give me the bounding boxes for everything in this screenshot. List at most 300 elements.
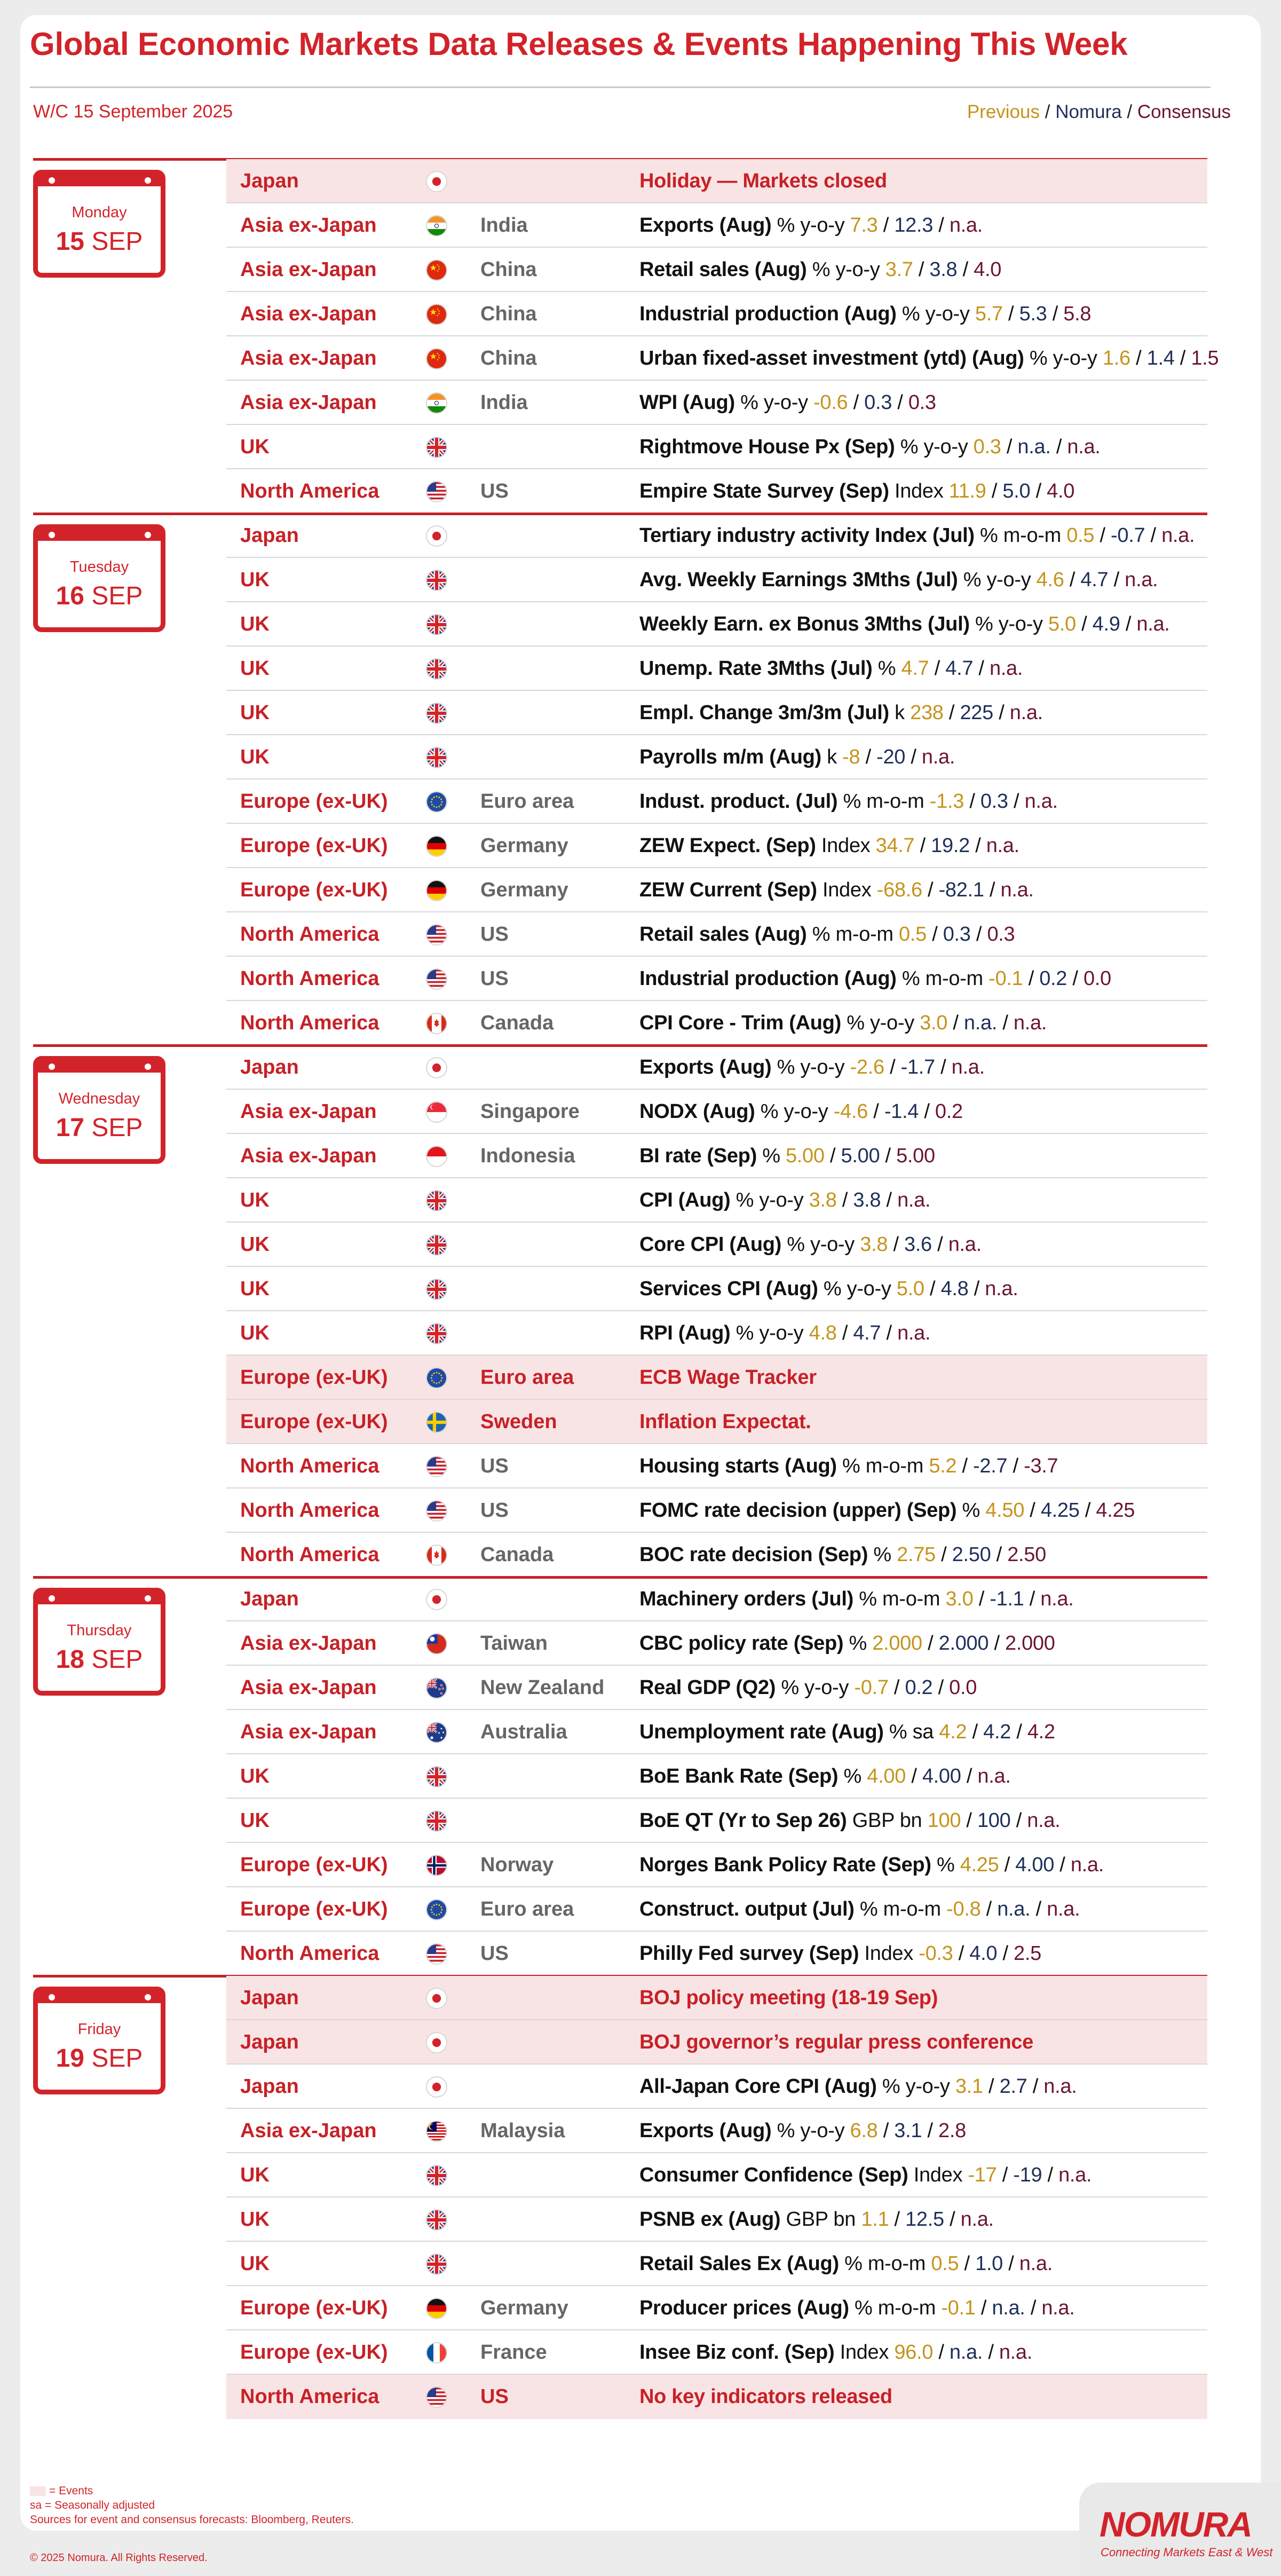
consensus-forecast: n.a.	[1024, 790, 1058, 813]
consensus-forecast: n.a.	[1043, 2075, 1077, 2098]
consensus-forecast: 0.3	[987, 923, 1015, 946]
indicator: Consumer Confidence (Sep) Index -17 / -19 / n.a.	[639, 2164, 1092, 2186]
release-row	[0, 292, 1240, 336]
previous-value: 2.000	[872, 1632, 922, 1655]
event-row	[0, 159, 1240, 203]
nomura-forecast: 2.000	[938, 1632, 989, 1655]
indicator-name: All-Japan Core CPI (Aug)	[639, 2075, 877, 2098]
indicator: NODX (Aug) % y-o-y -4.6 / -1.4 / 0.2	[639, 1100, 963, 1123]
indicator-name: CPI Core - Trim (Aug)	[639, 1012, 841, 1034]
region-label: UK	[240, 702, 270, 724]
release-row	[0, 2242, 1240, 2286]
release-row	[0, 248, 1240, 292]
previous-value: 2.75	[897, 1543, 936, 1566]
consensus-forecast: 2.000	[1005, 1632, 1055, 1655]
indicator-unit: GBP bn	[786, 2208, 856, 2231]
nomura-forecast: 5.3	[1019, 303, 1047, 325]
indicator: Core CPI (Aug) % y-o-y 3.8 / 3.6 / n.a.	[639, 1233, 982, 1256]
indicator-name: Payrolls m/m (Aug)	[639, 746, 821, 768]
indicator-unit: % y-o-y	[812, 258, 880, 281]
nomura-forecast: 3.8	[929, 258, 958, 281]
consensus-forecast: n.a.	[1058, 2164, 1092, 2186]
de-flag-icon	[426, 880, 447, 901]
indicator-unit: % y-o-y	[781, 1676, 849, 1699]
events-legend	[30, 2484, 354, 2498]
event-row	[0, 2375, 1240, 2419]
release-row	[0, 1577, 1240, 1621]
indicator-unit: GBP bn	[852, 1809, 922, 1832]
indicator-name: WPI (Aug)	[639, 391, 735, 414]
indicator-unit: %	[873, 1543, 891, 1566]
indicator-name: Norges Bank Policy Rate (Sep)	[639, 1854, 931, 1876]
release-row	[0, 2197, 1240, 2242]
indicator-unit: % y-o-y	[760, 1100, 828, 1123]
release-row	[0, 779, 1240, 824]
day-group-monday	[0, 159, 1240, 514]
uk-flag-icon	[426, 2209, 447, 2231]
se-flag-icon	[426, 1412, 447, 1433]
day-group-wednesday	[0, 1045, 1240, 1577]
indicator-unit: % y-o-y	[823, 1278, 891, 1300]
region-label: North America	[240, 967, 379, 990]
previous-value: -0.7	[854, 1676, 889, 1699]
region-label: North America	[240, 1499, 379, 1522]
indicator: ZEW Current (Sep) Index -68.6 / -82.1 / n.a.	[639, 879, 1034, 901]
release-row	[0, 2153, 1240, 2197]
indicator: Urban fixed-asset investment (ytd) (Aug) % y-o-y 1.6 / 1.4 / 1.5	[639, 347, 1219, 369]
indicator-name: Philly Fed survey (Sep)	[639, 1942, 859, 1965]
release-row	[0, 1932, 1240, 1976]
region-label: Asia ex-Japan	[240, 1145, 377, 1167]
region-label: UK	[240, 1189, 270, 1211]
indicator-unit: % m-o-m	[902, 967, 983, 990]
calendar-day-number: 17	[56, 1114, 84, 1142]
nomura-forecast: 4.7	[1080, 569, 1109, 591]
consensus-forecast: 4.2	[1027, 1721, 1055, 1743]
indicator-name: Exports (Aug)	[639, 214, 772, 237]
nomura-forecast: -1.4	[884, 1100, 919, 1123]
indicator-name: ECB Wage Tracker	[639, 1366, 817, 1389]
country-label: Euro area	[480, 790, 574, 813]
event-row	[0, 1356, 1240, 1400]
indicator: Construct. output (Jul) % m-o-m -0.8 / n.a. / n.a.	[639, 1898, 1080, 1920]
release-row	[0, 336, 1240, 381]
nomura-forecast: 12.3	[894, 214, 934, 237]
nomura-forecast: 4.0	[969, 1942, 998, 1965]
us-flag-icon	[426, 481, 447, 502]
indicator-name: Rightmove House Px (Sep)	[639, 436, 895, 458]
region-label: Japan	[240, 524, 299, 547]
indicator: Weekly Earn. ex Bonus 3Mths (Jul) % y-o-y 5.0 / 4.9 / n.a.	[639, 613, 1170, 635]
indicator-name: Tertiary industry activity Index (Jul)	[639, 524, 975, 547]
nomura-forecast: 3.1	[894, 2120, 922, 2142]
region-label: Asia ex-Japan	[240, 391, 377, 414]
indicator-unit: % m-o-m	[842, 1455, 924, 1477]
region-label: UK	[240, 436, 270, 458]
indicator-name: RPI (Aug)	[639, 1322, 731, 1344]
event-row	[0, 1976, 1240, 2020]
region-label: Europe (ex-UK)	[240, 879, 388, 901]
country-label: Euro area	[480, 1366, 574, 1389]
my-flag-icon	[426, 2121, 447, 2142]
previous-value: 96.0	[894, 2341, 934, 2364]
consensus-forecast: n.a.	[897, 1189, 931, 1211]
cn-flag-icon	[426, 304, 447, 325]
indicator: Unemp. Rate 3Mths (Jul) % 4.7 / 4.7 / n.a.	[639, 657, 1023, 680]
uk-flag-icon	[426, 437, 447, 458]
previous-value: -0.6	[813, 391, 848, 414]
consensus-forecast: -3.7	[1024, 1455, 1058, 1477]
nomura-forecast: 0.3	[943, 923, 971, 946]
indicator-name: Weekly Earn. ex Bonus 3Mths (Jul)	[639, 613, 970, 635]
country-label: Canada	[480, 1012, 554, 1034]
legend-previous: Previous	[967, 101, 1040, 122]
indicator-name: Real GDP (Q2)	[639, 1676, 776, 1699]
consensus-forecast: 5.00	[896, 1145, 935, 1167]
sg-flag-icon	[426, 1101, 447, 1123]
uk-flag-icon	[426, 2165, 447, 2186]
indicator-unit: % m-o-m	[812, 923, 893, 946]
indicator-unit: % y-o-y	[1029, 347, 1097, 369]
country-label: India	[480, 214, 528, 237]
indicator: Rightmove House Px (Sep) % y-o-y 0.3 / n.a. / n.a.	[639, 436, 1101, 458]
indicator-name: Industrial production (Aug)	[639, 303, 897, 325]
region-label: Europe (ex-UK)	[240, 1366, 388, 1389]
indicator: ZEW Expect. (Sep) Index 34.7 / 19.2 / n.a.	[639, 834, 1019, 857]
previous-value: 5.2	[929, 1455, 957, 1477]
region-label: Asia ex-Japan	[240, 1676, 377, 1699]
region-label: Asia ex-Japan	[240, 258, 377, 281]
calendar-day-number: 15	[56, 227, 84, 256]
indicator-unit: Index	[894, 480, 944, 502]
indicator-unit: % m-o-m	[859, 1898, 941, 1920]
indicator	[639, 2020, 1033, 2065]
indicator: CPI (Aug) % y-o-y 3.8 / 3.8 / n.a.	[639, 1189, 931, 1211]
region-label: North America	[240, 1012, 379, 1034]
nomura-forecast: n.a.	[997, 1898, 1031, 1920]
indicator-unit: k	[895, 702, 905, 724]
nomura-forecast: 4.9	[1092, 613, 1120, 635]
previous-value: 238	[910, 702, 944, 724]
legend-separator: /	[1127, 101, 1133, 122]
previous-value: -17	[968, 2164, 997, 2186]
nomura-forecast: n.a.	[949, 2341, 983, 2364]
calendar-day-number: 16	[56, 582, 84, 610]
indicator: Housing starts (Aug) % m-o-m 5.2 / -2.7 / -3.7	[639, 1455, 1058, 1477]
release-row	[0, 1045, 1240, 1090]
uk-flag-icon	[426, 1323, 447, 1344]
consensus-forecast: n.a.	[949, 214, 983, 237]
indicator-unit: Index	[840, 2341, 889, 2364]
indicator-unit: % y-o-y	[777, 2120, 845, 2142]
country-label: China	[480, 303, 537, 325]
country-label: US	[480, 1942, 509, 1965]
title-divider	[30, 86, 1211, 88]
region-label: Europe (ex-UK)	[240, 1854, 388, 1876]
indicator-unit: % m-o-m	[859, 1588, 940, 1610]
country-label: Indonesia	[480, 1145, 575, 1167]
region-label: UK	[240, 613, 270, 635]
indicator-unit: % y-o-y	[902, 303, 970, 325]
previous-value: 34.7	[875, 834, 915, 857]
fr-flag-icon	[426, 2342, 447, 2364]
indicator-name: Consumer Confidence (Sep)	[639, 2164, 908, 2186]
indicator-name: Unemployment rate (Aug)	[639, 1721, 884, 1743]
indicator: Avg. Weekly Earnings 3Mths (Jul) % y-o-y 4.6 / 4.7 / n.a.	[639, 569, 1158, 591]
indicator-name: Services CPI (Aug)	[639, 1278, 818, 1300]
calendar-day-number: 19	[56, 2044, 84, 2073]
release-row	[0, 381, 1240, 425]
jp-flag-icon	[426, 2032, 447, 2053]
release-row	[0, 1621, 1240, 1666]
country-label: Singapore	[480, 1100, 580, 1123]
indicator: Indust. product. (Jul) % m-o-m -1.3 / 0.3 / n.a.	[639, 790, 1058, 813]
nomura-forecast: n.a.	[992, 2297, 1025, 2319]
previous-value: 5.00	[785, 1145, 825, 1167]
country-label: France	[480, 2341, 547, 2364]
calendar-weekday: Wednesday	[58, 1090, 140, 1107]
region-label: UK	[240, 1233, 270, 1256]
indicator-name: Construct. output (Jul)	[639, 1898, 855, 1920]
event-swatch	[30, 2486, 46, 2496]
uk-flag-icon	[426, 747, 447, 768]
indicator-name: Avg. Weekly Earnings 3Mths (Jul)	[639, 569, 958, 591]
previous-value: 3.8	[809, 1189, 837, 1211]
consensus-forecast: 0.2	[935, 1100, 963, 1123]
indicator: Exports (Aug) % y-o-y -2.6 / -1.7 / n.a.	[639, 1056, 985, 1078]
previous-value: 4.2	[939, 1721, 967, 1743]
consensus-forecast: 4.25	[1096, 1499, 1135, 1522]
nomura-forecast: 2.50	[952, 1543, 991, 1566]
indicator-unit: % m-o-m	[844, 2252, 926, 2275]
us-flag-icon	[426, 2386, 447, 2408]
legend-separator: /	[1045, 101, 1050, 122]
previous-value: 0.5	[899, 923, 927, 946]
release-row	[0, 1267, 1240, 1311]
nomura-forecast: 4.7	[945, 657, 974, 680]
us-flag-icon	[426, 1500, 447, 1522]
jp-flag-icon	[426, 525, 447, 547]
consensus-forecast: n.a.	[1013, 1012, 1047, 1034]
consensus-forecast: 2.5	[1014, 1942, 1041, 1965]
consensus-forecast: n.a.	[960, 2208, 994, 2231]
release-row	[0, 1843, 1240, 1887]
release-row	[0, 1488, 1240, 1533]
consensus-forecast: 0.3	[908, 391, 936, 414]
release-row	[0, 1444, 1240, 1488]
us-flag-icon	[426, 1456, 447, 1477]
previous-value: 4.6	[1036, 569, 1064, 591]
region-label: North America	[240, 1942, 379, 1965]
consensus-forecast: n.a.	[921, 746, 955, 768]
indicator: BOC rate decision (Sep) % 2.75 / 2.50 / 2.50	[639, 1543, 1046, 1566]
indicator: RPI (Aug) % y-o-y 4.8 / 4.7 / n.a.	[639, 1322, 931, 1344]
calendar-month: SEP	[91, 227, 143, 256]
nomura-forecast: 0.3	[980, 790, 1008, 813]
previous-value: 1.6	[1102, 347, 1130, 369]
previous-value: 0.3	[973, 436, 1001, 458]
previous-value: 3.8	[860, 1233, 888, 1256]
release-row	[0, 1223, 1240, 1267]
release-row	[0, 1090, 1240, 1134]
indicator-unit: % y-o-y	[963, 569, 1031, 591]
nomura-forecast: 5.0	[1002, 480, 1031, 502]
release-row	[0, 1666, 1240, 1710]
consensus-forecast: 5.8	[1063, 303, 1092, 325]
nomura-forecast: 225	[960, 702, 993, 724]
consensus-forecast: n.a.	[1125, 569, 1158, 591]
indicator: Insee Biz conf. (Sep) Index 96.0 / n.a. / n.a.	[639, 2341, 1033, 2364]
copyright: © 2025 Nomura. All Rights Reserved.	[30, 2552, 208, 2564]
indicator-unit: % y-o-y	[736, 1322, 804, 1344]
uk-flag-icon	[426, 1190, 447, 1211]
consensus-forecast: n.a.	[1041, 2297, 1075, 2319]
consensus-forecast: n.a.	[1161, 524, 1195, 547]
nomura-forecast: -19	[1013, 2164, 1042, 2186]
region-label: Japan	[240, 2075, 299, 2098]
country-label: Taiwan	[480, 1632, 548, 1655]
region-label: Japan	[240, 1987, 299, 2009]
country-label: Germany	[480, 834, 568, 857]
region-label: UK	[240, 657, 270, 680]
country-label: Sweden	[480, 1411, 557, 1433]
region-label: Europe (ex-UK)	[240, 1898, 388, 1920]
uk-flag-icon	[426, 703, 447, 724]
nomura-forecast: -1.7	[900, 1056, 935, 1078]
nomura-forecast: 3.6	[904, 1233, 932, 1256]
indicator-name: Empl. Change 3m/3m (Jul)	[639, 702, 889, 724]
indicator-unit: % y-o-y	[847, 1012, 914, 1034]
previous-value: 4.8	[809, 1322, 837, 1344]
indicator: Exports (Aug) % y-o-y 6.8 / 3.1 / 2.8	[639, 2120, 966, 2142]
region-label: Asia ex-Japan	[240, 1721, 377, 1743]
indicator: WPI (Aug) % y-o-y -0.6 / 0.3 / 0.3	[639, 391, 936, 414]
indicator: PSNB ex (Aug) GBP bn 1.1 / 12.5 / n.a.	[639, 2208, 994, 2231]
consensus-forecast: n.a.	[948, 1233, 982, 1256]
indicator-name: No key indicators released	[639, 2385, 892, 2408]
uk-flag-icon	[426, 1766, 447, 1787]
previous-value: 100	[927, 1809, 961, 1832]
previous-value: 5.0	[896, 1278, 924, 1300]
release-row	[0, 1710, 1240, 1754]
nomura-forecast: 4.7	[853, 1322, 881, 1344]
us-flag-icon	[426, 924, 447, 946]
previous-value: -2.6	[850, 1056, 884, 1078]
release-row	[0, 647, 1240, 691]
indicator-unit: % y-o-y	[777, 1056, 845, 1078]
previous-value: 4.50	[985, 1499, 1025, 1522]
nomura-forecast: 100	[977, 1809, 1011, 1832]
release-row	[0, 1178, 1240, 1223]
consensus-forecast: n.a.	[1136, 613, 1170, 635]
nomura-forecast: 0.2	[905, 1676, 933, 1699]
previous-value: 11.9	[948, 480, 986, 502]
release-row	[0, 1799, 1240, 1843]
nomura-forecast: -2.7	[973, 1455, 1008, 1477]
eu-flag-icon	[426, 1367, 447, 1389]
indicator: Retail sales (Aug) % y-o-y 3.7 / 3.8 / 4.0	[639, 258, 1002, 281]
indicator-unit: %	[762, 1145, 780, 1167]
calendar-day-number: 18	[56, 1645, 84, 1674]
indicator	[639, 159, 887, 203]
nomura-forecast: 4.25	[1040, 1499, 1080, 1522]
region-label: UK	[240, 1322, 270, 1344]
legend-consensus: Consensus	[1137, 101, 1231, 122]
consensus-forecast: n.a.	[985, 1278, 1018, 1300]
previous-value: -0.1	[941, 2297, 976, 2319]
release-row	[0, 2330, 1240, 2375]
jp-flag-icon	[426, 2076, 447, 2098]
consensus-forecast: n.a.	[951, 1056, 985, 1078]
indicator: FOMC rate decision (upper) (Sep) % 4.50 / 4.25 / 4.25	[639, 1499, 1135, 1522]
consensus-forecast: 4.0	[974, 258, 1002, 281]
release-row	[0, 1754, 1240, 1799]
indicator-unit: % y-o-y	[787, 1233, 855, 1256]
release-row	[0, 2109, 1240, 2153]
day-group-thursday	[0, 1577, 1240, 1976]
indicator: BoE QT (Yr to Sep 26) GBP bn 100 / 100 / n.a.	[639, 1809, 1061, 1832]
previous-value: 3.1	[955, 2075, 983, 2098]
region-label: Europe (ex-UK)	[240, 2297, 388, 2319]
indicator-name: Insee Biz conf. (Sep)	[639, 2341, 835, 2364]
consensus-forecast: n.a.	[1000, 879, 1034, 901]
release-row	[0, 558, 1240, 602]
region-label: UK	[240, 2164, 270, 2186]
region-label: Asia ex-Japan	[240, 1632, 377, 1655]
release-row	[0, 1887, 1240, 1932]
indicator-unit: % y-o-y	[900, 436, 968, 458]
calendar-month: SEP	[91, 582, 143, 610]
release-row	[0, 1001, 1240, 1045]
footnotes	[30, 2484, 354, 2527]
release-row	[0, 2286, 1240, 2330]
indicator-unit: % sa	[889, 1721, 934, 1743]
indicator-unit: % m-o-m	[855, 2297, 936, 2319]
region-label: Asia ex-Japan	[240, 347, 377, 369]
indicator: Tertiary industry activity Index (Jul) % m-o-m 0.5 / -0.7 / n.a.	[639, 524, 1195, 547]
indicator-name: BoE Bank Rate (Sep)	[639, 1765, 839, 1787]
eu-flag-icon	[426, 791, 447, 813]
indicator-unit: k	[827, 746, 837, 768]
region-label: Europe (ex-UK)	[240, 1411, 388, 1433]
uk-flag-icon	[426, 1810, 447, 1832]
page-title: Global Economic Markets Data Releases & Events Happening This Week	[30, 26, 1128, 62]
indicator-name: ZEW Current (Sep)	[639, 879, 817, 901]
nomura-forecast: 2.7	[999, 2075, 1027, 2098]
calendar-month: SEP	[91, 1645, 143, 1674]
day-group-tuesday	[0, 514, 1240, 1045]
release-row	[0, 1533, 1240, 1577]
consensus-forecast: n.a.	[986, 834, 1019, 857]
release-row	[0, 514, 1240, 558]
indicator: CPI Core - Trim (Aug) % y-o-y 3.0 / n.a. / n.a.	[639, 1012, 1047, 1034]
release-row	[0, 1134, 1240, 1178]
indicator	[639, 1976, 938, 2020]
indicator-name: FOMC rate decision (upper) (Sep)	[639, 1499, 957, 1522]
previous-value: 6.8	[850, 2120, 878, 2142]
indicator: Payrolls m/m (Aug) k -8 / -20 / n.a.	[639, 746, 955, 768]
us-flag-icon	[426, 1943, 447, 1965]
region-label: Europe (ex-UK)	[240, 2341, 388, 2364]
previous-value: -1.3	[929, 790, 964, 813]
release-row	[0, 868, 1240, 912]
indicator-name: Holiday — Markets closed	[639, 170, 887, 192]
region-label: North America	[240, 1455, 379, 1477]
country-label: China	[480, 347, 537, 369]
region-label: Europe (ex-UK)	[240, 834, 388, 857]
indicator-unit: % y-o-y	[736, 1189, 804, 1211]
indicator: Empire State Survey (Sep) Index 11.9 / 5.0 / 4.0	[639, 480, 1075, 502]
